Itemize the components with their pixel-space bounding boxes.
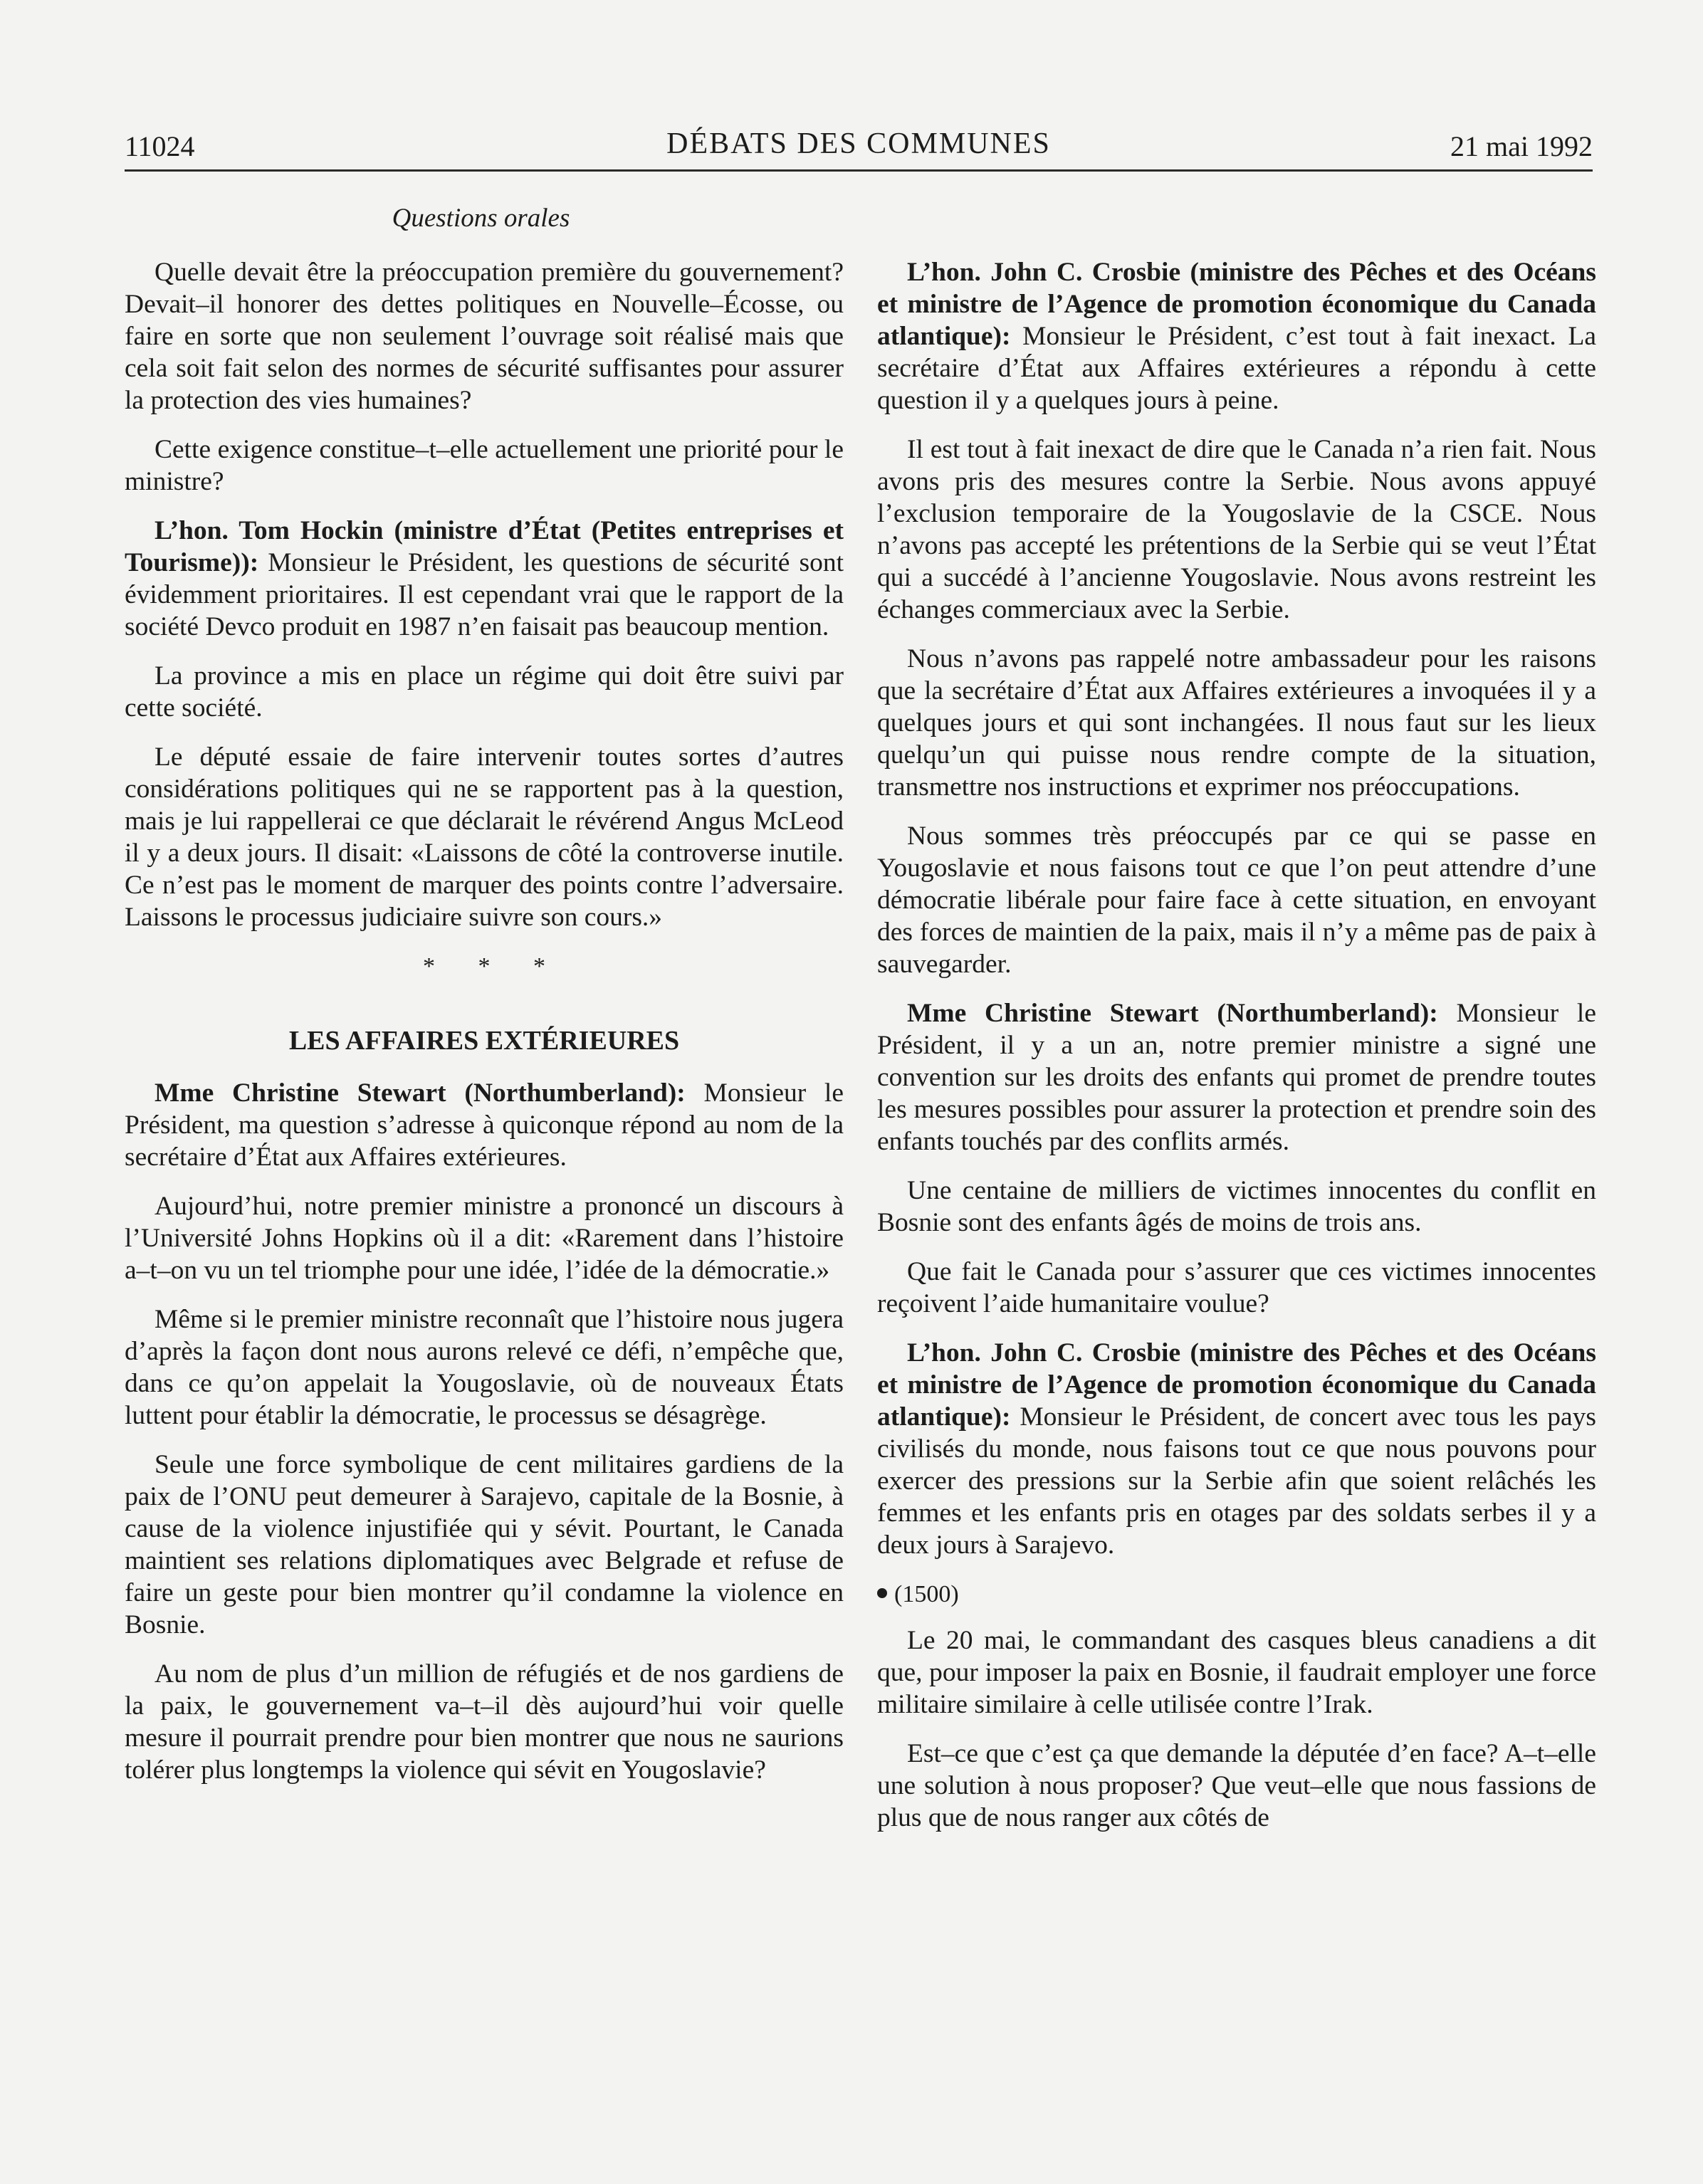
left-column (125, 256, 844, 1803)
paragraph: Nous sommes très préoccupés par ce qui se passe en Yougoslavie et nous faisons tout ce que l’on peut attendre d’une démocratie libérale pour faire face à cette situation, en envoyant des forces de maintien de la paix, mais il n’y a même pas de paix à sauvegarder. (877, 821, 1596, 979)
speaker-name: L’hon. John C. Crosbie (ministre des Pêches et des Océans et ministre de l’Agence de promotion économique du Canada atlantique): (877, 1338, 1596, 1432)
paragraph: Même si le premier ministre reconnaît que l’histoire nous jugera d’après la façon dont nous aurons relevé ce défi, n’empêche que, dans ce qu’on appelait la Yougoslavie, où de nouveaux États luttent pour établir la démocratie, le processus se désagrège. (125, 1305, 844, 1430)
speech-text: Monsieur le Président, c’est tout à fait inexact. La secrétaire d’État aux Affaires extérieures a répondu à cette question il y a quelques jours à peine. (877, 322, 1596, 415)
speech-paragraph (877, 997, 1596, 1157)
page-header (125, 127, 1593, 172)
paragraph: Une centaine de milliers de victimes innocentes du conflit en Bosnie sont des enfants âgés de moins de trois ans. (877, 1176, 1596, 1237)
timecode-text: (1500) (894, 1581, 959, 1607)
section-divider: * * * (423, 953, 564, 980)
timecode-marker (877, 1578, 1596, 1610)
speech-text: Monsieur le Président, les questions de sécurité sont évidemment prioritaires. Il est cependant vrai que le rapport de la société Devco produit en 1987 n’en faisait pas beaucoup mention. (125, 548, 844, 641)
page-number: 11024 (125, 130, 195, 162)
paragraph: Est–ce que c’est ça que demande la députée d’en face? A–t–elle une solution à nous proposer? Que veut–elle que nous fassions de plus que de nous ranger aux côtés de (877, 1739, 1596, 1832)
bullet-icon (877, 1588, 887, 1598)
speech-text: Monsieur le Président, ma question s’adresse à quiconque répond au nom de la secrétaire d’État aux Affaires extérieures. (125, 1078, 844, 1172)
speaker-name: Mme Christine Stewart (Northumberland): (907, 999, 1438, 1028)
speech-paragraph (125, 1077, 844, 1173)
publication-title: DÉBATS DES COMMUNES (666, 127, 1051, 160)
paragraph: Seule une force symbolique de cent militaires gardiens de la paix de l’ONU peut demeurer à Sarajevo, capitale de la Bosnie, à cause de la violence injustifiée qui y sévit. Pourtant, le Canada maintient ses relations diplomatiques avec Belgrade et refuse de faire un geste pour bien montrer qu’il condamne la violence en Bosnie. (125, 1450, 844, 1639)
paragraph: Cette exigence constitue–t–elle actuellement une priorité pour le ministre? (125, 435, 844, 496)
speech-paragraph (125, 515, 844, 643)
paragraph: La province a mis en place un régime qui doit être suivi par cette société. (125, 661, 844, 723)
paragraph: Il est tout à fait inexact de dire que le Canada n’a rien fait. Nous avons pris des mesures contre la Serbie. Nous avons appuyé l’exclusion temporaire de la Yougoslavie de la CSCE. Nous n’avons pas accepté les prétentions de la Serbie qui se veut l’État qui a succédé à l’ancienne Yougoslavie. Nous avons restreint les échanges commerciaux avec la Serbie. (877, 435, 1596, 624)
speech-paragraph (877, 256, 1596, 416)
paragraph: Le député essaie de faire intervenir toutes sortes d’autres considérations politiques qui ne se rapportent pas à la question, mais je lui rappellerai ce que déclarait le révérend Angus McLeod il y a deux jours. Il disait: «Laissons de côté la controverse inutile. Ce n’est pas le moment de marquer des points contre l’adversaire. Laissons le processus judiciaire suivre son cours.» (125, 742, 844, 932)
paragraph: Le 20 mai, le commandant des casques bleus canadiens a dit que, pour imposer la paix en Bosnie, il faudrait employer une force militaire similaire à celle utilisée contre l’Irak. (877, 1626, 1596, 1719)
speech-text: Monsieur le Président, il y a un an, notre premier ministre a signé une convention sur les droits des enfants qui promet de prendre toutes les mesures possibles pour assurer la protection et prendre soin des enfants touchés par des conflits armés. (877, 999, 1596, 1156)
section-label: Questions orales (392, 204, 570, 233)
section-heading: LES AFFAIRES EXTÉRIEURES (288, 1026, 680, 1056)
speaker-name: L’hon. Tom Hockin (ministre d’État (Petites entreprises et Tourisme)): (125, 516, 844, 577)
speaker-name: Mme Christine Stewart (Northumberland): (154, 1078, 686, 1108)
speech-paragraph (877, 1337, 1596, 1561)
paragraph: Nous n’avons pas rappelé notre ambassadeur pour les raisons que la secrétaire d’État aux Affaires extérieures a invoquées il y a quelques jours et qui sont inchangées. Il nous faut sur les lieux quelqu’un qui puisse nous rendre compte de la situation, transmettre nos instructions et exprimer nos préoccupations. (877, 644, 1596, 802)
right-column (877, 256, 1596, 1851)
paragraph: Aujourd’hui, notre premier ministre a prononcé un discours à l’Université Johns Hopkins où il a dit: «Rarement dans l’histoire a–t–on vu un tel triomphe pour une idée, l’idée de la démocratie.» (125, 1192, 844, 1285)
speaker-name: L’hon. John C. Crosbie (ministre des Pêches et des Océans et ministre de l’Agence de promotion économique du Canada atlantique): (877, 258, 1596, 351)
paragraph: Que fait le Canada pour s’assurer que ces victimes innocentes reçoivent l’aide humanitaire voulue? (877, 1257, 1596, 1318)
publication-date: 21 mai 1992 (1450, 130, 1593, 162)
paragraph: Au nom de plus d’un million de réfugiés et de nos gardiens de la paix, le gouvernement va–t–il dès aujourd’hui voir quelle mesure il pourrait prendre pour bien montrer que nous ne saurions tolérer plus longtemps la violence qui sévit en Yougoslavie? (125, 1659, 844, 1785)
paragraph: Quelle devait être la préoccupation première du gouvernement? Devait–il honorer des dettes politiques en Nouvelle–Écosse, ou faire en sorte que non seulement l’ouvrage soit réalisé mais que cela soit fait selon des normes de sécurité suffisantes pour assurer la protection des vies humaines? (125, 258, 844, 415)
speech-text: Monsieur le Président, de concert avec tous les pays civilisés du monde, nous faisons tout ce que nous pouvons pour exercer des pressions sur la Serbie afin que soient relâchés les femmes et les enfants pris en otages par des soldats serbes il y a deux jours à Sarajevo. (877, 1402, 1597, 1560)
